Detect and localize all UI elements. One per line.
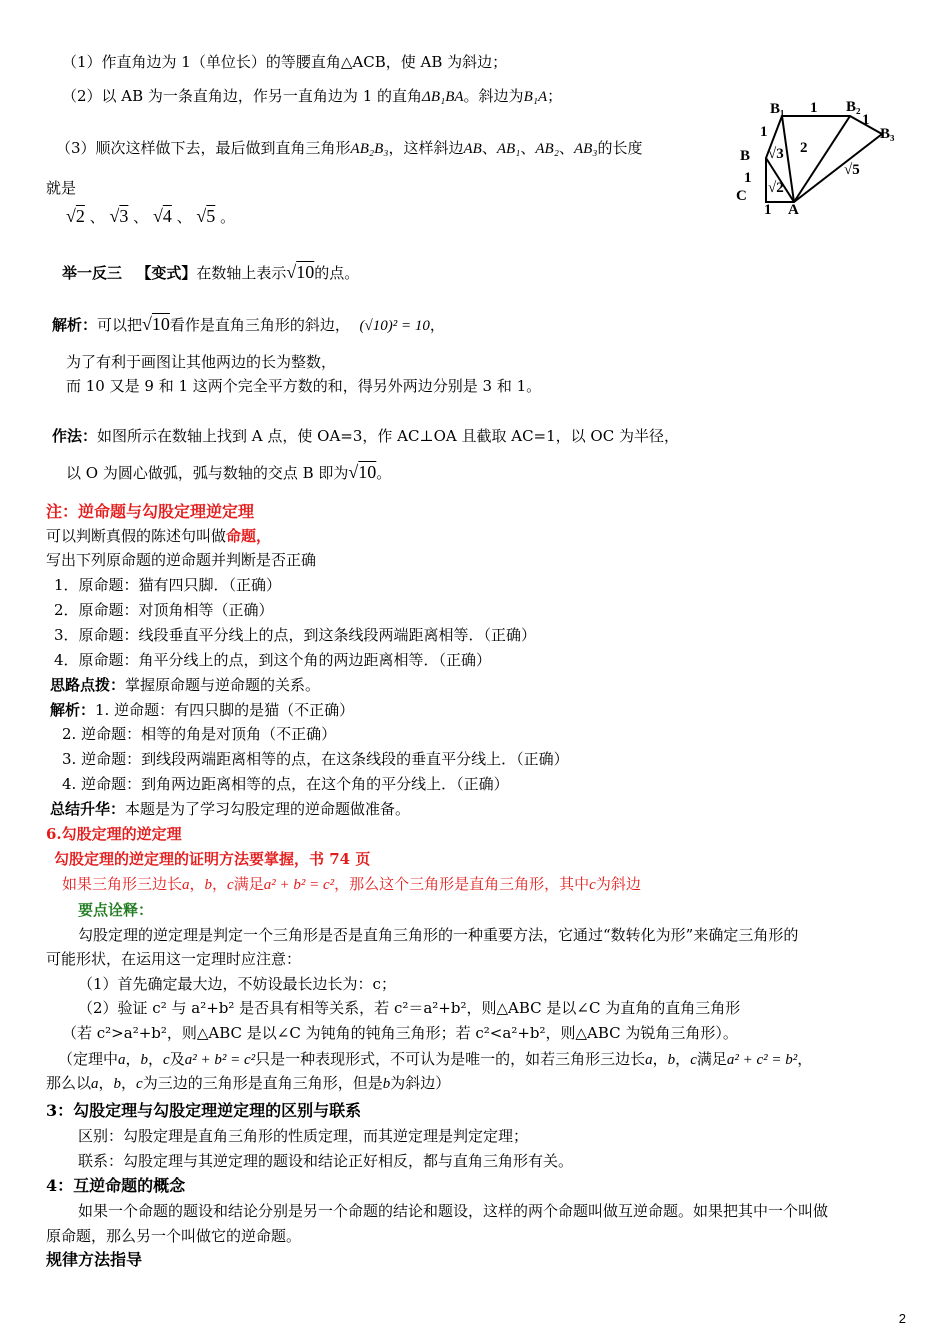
hyp-ab2 <box>794 116 850 202</box>
label-1: 1 <box>764 202 772 216</box>
variant-heading: 举一反三 <box>62 264 123 282</box>
label-sqrt2: √2 <box>768 180 784 196</box>
formula: a² + b² = c² <box>184 1052 256 1068</box>
var-a: a <box>182 877 190 893</box>
sep: ， <box>652 1050 668 1068</box>
note-title: 注：逆命题与勾股定理逆定理 <box>46 502 255 521</box>
method-label: 作法： <box>52 427 98 445</box>
sep: 、 <box>133 208 149 226</box>
method-text-2: 以 O 为圆心做弧，弧与数轴的交点 B 即为 <box>66 464 349 482</box>
analysis-text-c: ， <box>429 316 445 334</box>
var-c: c <box>163 1052 170 1068</box>
sqrt-10: √10 <box>286 262 315 282</box>
radicand: 5 <box>206 206 216 226</box>
sqrt-10: √10 <box>142 314 170 334</box>
rules-title: 规律方法指导 <box>46 1250 143 1269</box>
section-4-title: 4：互逆命题的概念 <box>46 1176 186 1195</box>
method-line2 <box>66 462 391 483</box>
radicand: 3 <box>119 206 129 226</box>
var-b: b <box>667 1052 676 1068</box>
answer-3: 3. 逆命题：到线段两端距离相等的点，在这条线段的垂直平分线上．（正确） <box>62 750 569 768</box>
section-6-statement <box>62 874 641 895</box>
page-number: 2 <box>898 1311 906 1326</box>
step-1: （1）作直角边为 1（单位长）的等腰直角△ACB，使 AB 为斜边； <box>62 53 508 71</box>
analysis-line3: 而 10 又是 9 和 1 这两个完全平方数的和，得另外两边分别是 3 和 1。 <box>66 377 542 395</box>
sep: 、 <box>89 208 105 226</box>
label-b1: B₁ <box>770 101 785 117</box>
key-n3: （若 c²>a²+b²，则△ABC 是以∠C 为钝角的钝角三角形；若 c²<a²+b²，则△ABC 为锐角三角形）。 <box>62 1024 738 1042</box>
step-3-text-b: ，这样斜边 <box>388 139 464 157</box>
hyp-ab1 <box>782 116 794 202</box>
radicand: 10 <box>151 314 170 334</box>
analysis-line2: 为了有利于画图让其他两边的长为整数， <box>66 353 337 371</box>
answer-label: 解析： <box>50 701 96 719</box>
formula-alt: a² + c² = b² <box>726 1052 798 1068</box>
key-n1: （1）首先确定最大边，不妨设最长边长为：c； <box>78 975 396 993</box>
section-3-title: 3：勾股定理与勾股定理逆定理的区别与联系 <box>46 1101 362 1120</box>
proposition-definition <box>46 526 271 546</box>
key-points-label: 要点诠释： <box>78 901 154 919</box>
label-1: 1 <box>862 112 870 128</box>
section-3-link: 联系：勾股定理与其逆定理的题设和结论正好相反，都与直角三角形有关。 <box>78 1152 574 1170</box>
label-b2: B₂ <box>846 99 861 115</box>
exercise-item-4: 4．原命题：角平分线上的点，到这个角的两边距离相等．（正确） <box>54 651 492 669</box>
var-b: b <box>140 1052 149 1068</box>
q1-c: 只是一种表现形式，不可认为是唯一的，如若三角形三边长 <box>255 1050 646 1068</box>
q1-e: ， <box>797 1050 813 1068</box>
analysis-equation: (√10)² = 10 <box>359 318 430 334</box>
var-c: c <box>136 1076 143 1092</box>
radicand: 10 <box>358 462 377 482</box>
hyp-ab1: AB₁ <box>496 141 521 157</box>
key-n2: （2）验证 c² 与 a²+b² 是否具有相等关系，若 c²＝a²+b²，则△ABC 是以∠C 为直角的直角三角形 <box>78 999 741 1017</box>
step-2-hypotenuse: B₁A <box>523 89 548 105</box>
key-p1: 勾股定理的逆定理是判定一个三角形是否是直角三角形的一种重要方法，它通过“数转化为形”来确定三角形的 <box>78 926 799 944</box>
label-sqrt3: √3 <box>768 146 784 162</box>
radicand: 2 <box>75 206 85 226</box>
sep: 、 <box>176 208 192 226</box>
pythag-formula: a² + b² = c² <box>263 877 335 893</box>
var-b: b <box>382 1076 391 1092</box>
section-3-diff: 区别：勾股定理是直角三角形的性质定理，而其逆定理是判定定理； <box>78 1127 529 1145</box>
label-1: 1 <box>810 100 818 116</box>
roots-line <box>66 206 235 227</box>
method-line1 <box>52 426 679 446</box>
label-1: 1 <box>760 124 768 140</box>
label-b3: B₃ <box>880 126 895 142</box>
var-c: c <box>589 877 596 893</box>
method-text: 如图所示在数轴上找到 A 点，使 OA=3，作 AC⊥OA 且截取 AC=1，以 OC 为半径， <box>97 427 679 445</box>
radicand: 10 <box>296 262 315 282</box>
sqrt-3: √3 <box>109 206 129 226</box>
answer-1 <box>50 700 354 720</box>
var-b: b <box>204 877 213 893</box>
hyp-ab: AB <box>463 141 482 157</box>
radicand: 4 <box>162 206 172 226</box>
variant-3 <box>62 262 359 283</box>
sqrt-10: √10 <box>348 462 377 482</box>
period: 。 <box>220 208 236 226</box>
q1-a: （定理中 <box>58 1050 119 1068</box>
step-2-text-c: ； <box>547 87 563 105</box>
summary <box>50 799 410 819</box>
sep: 、 <box>558 139 574 157</box>
label-a: A <box>788 202 799 216</box>
hint-text: 掌握原命题与逆命题的关系。 <box>125 676 321 694</box>
stmt-c: ，那么这个三角形是直角三角形，其中 <box>334 875 590 893</box>
step-3 <box>56 138 643 159</box>
label-sqrt5: √5 <box>844 162 860 178</box>
stmt-d: 为斜边 <box>595 875 641 893</box>
label-b: B <box>740 148 751 164</box>
definition-text: 可以判断真假的陈述句叫做 <box>46 527 227 545</box>
q1-b: 及 <box>169 1050 185 1068</box>
variant-end: 的点。 <box>314 264 360 282</box>
key-p1b: 可能形状，在运用这一定理时应注意： <box>46 950 302 968</box>
step-3-text-a: （3）顺次这样做下去，最后做到直角三角形 <box>56 139 351 157</box>
hyp-ab3: AB₃ <box>573 141 598 157</box>
spiral-root-figure <box>730 96 920 216</box>
q2-b: 为三边的三角形是直角三角形，但是 <box>142 1074 383 1092</box>
q1-d: 满足 <box>696 1050 727 1068</box>
sqrt-2: √2 <box>66 206 85 226</box>
method-end: 。 <box>376 464 392 482</box>
key-q2 <box>46 1073 450 1094</box>
exercise-item-2: 2．原命题：对顶角相等（正确） <box>54 601 274 619</box>
answer-text: 1. 逆命题：有四只脚的是猫（不正确） <box>95 701 355 719</box>
sep: ， <box>675 1050 691 1068</box>
step-2 <box>62 86 562 107</box>
analysis-1 <box>52 314 445 336</box>
sep: ， <box>189 875 205 893</box>
var-a: a <box>91 1076 99 1092</box>
sqrt-4: √4 <box>152 206 172 226</box>
sqrt-5: √5 <box>196 206 216 226</box>
sep: 、 <box>520 139 536 157</box>
var-c: c <box>227 877 234 893</box>
variant-tag: 【变式】 <box>136 264 197 282</box>
var-c: c <box>690 1052 697 1068</box>
var-a: a <box>118 1052 126 1068</box>
step-4: 就是 <box>46 179 77 197</box>
step-3-text-c: 的长度 <box>597 139 643 157</box>
sep: ， <box>98 1074 114 1092</box>
summary-text: 本题是为了学习勾股定理的逆命题做准备。 <box>125 800 411 818</box>
exercise-item-1: 1．原命题：猫有四只脚．（正确） <box>54 576 282 594</box>
stmt-b: 满足 <box>233 875 264 893</box>
key-q1 <box>58 1049 812 1070</box>
analysis-text-b: 看作是直角三角形的斜边， <box>169 316 350 334</box>
label-2: 2 <box>800 140 808 156</box>
stmt-a: 如果三角形三边长 <box>62 875 183 893</box>
hint <box>50 675 320 695</box>
exercise-item-3: 3．原命题：线段垂直平分线上的点，到这条线段两端距离相等．（正确） <box>54 626 537 644</box>
sep: ， <box>125 1050 141 1068</box>
sep: ， <box>148 1050 164 1068</box>
step-3-triangle: AB₂B₃ <box>350 141 389 157</box>
hyp-ab2: AB₂ <box>535 141 559 157</box>
definition-term: 命题， <box>226 527 272 545</box>
label-c: C <box>736 188 747 204</box>
hint-label: 思路点拨： <box>50 676 126 694</box>
variant-text: 在数轴上表示 <box>196 264 287 282</box>
q2-a: 那么以 <box>46 1074 92 1092</box>
sep: ， <box>121 1074 137 1092</box>
sep: 、 <box>481 139 497 157</box>
section-4-p1: 如果一个命题的题设和结论分别是另一个命题的结论和题设，这样的两个命题叫做互逆命题。如果把其中一个叫做 <box>78 1202 829 1220</box>
step-2-text-a: （2）以 AB 为一条直角边，作另一直角边为 1 的直角 <box>62 87 423 105</box>
section-4-p2: 原命题，那么另一个叫做它的逆命题。 <box>46 1227 302 1245</box>
sep: ， <box>212 875 228 893</box>
analysis-text-a: 可以把 <box>97 316 143 334</box>
section-6-title: 6.勾股定理的逆定理 <box>46 825 182 843</box>
var-a: a <box>645 1052 653 1068</box>
summary-label: 总结升华： <box>50 800 126 818</box>
step-2-triangle: ΔB₁BA <box>422 89 464 105</box>
analysis-label: 解析： <box>52 316 98 334</box>
answer-2: 2. 逆命题：相等的角是对顶角（不正确） <box>62 725 337 743</box>
exercise-intro: 写出下列原命题的逆命题并判断是否正确 <box>46 551 317 569</box>
answer-4: 4. 逆命题：到角两边距离相等的点，在这个角的平分线上．（正确） <box>62 775 509 793</box>
step-2-text-b: 。斜边为 <box>463 87 524 105</box>
section-6-proof: 勾股定理的逆定理的证明方法要掌握，书 74 页 <box>54 850 371 868</box>
label-1: 1 <box>744 170 752 186</box>
var-b: b <box>113 1076 122 1092</box>
q2-c: 为斜边） <box>390 1074 451 1092</box>
